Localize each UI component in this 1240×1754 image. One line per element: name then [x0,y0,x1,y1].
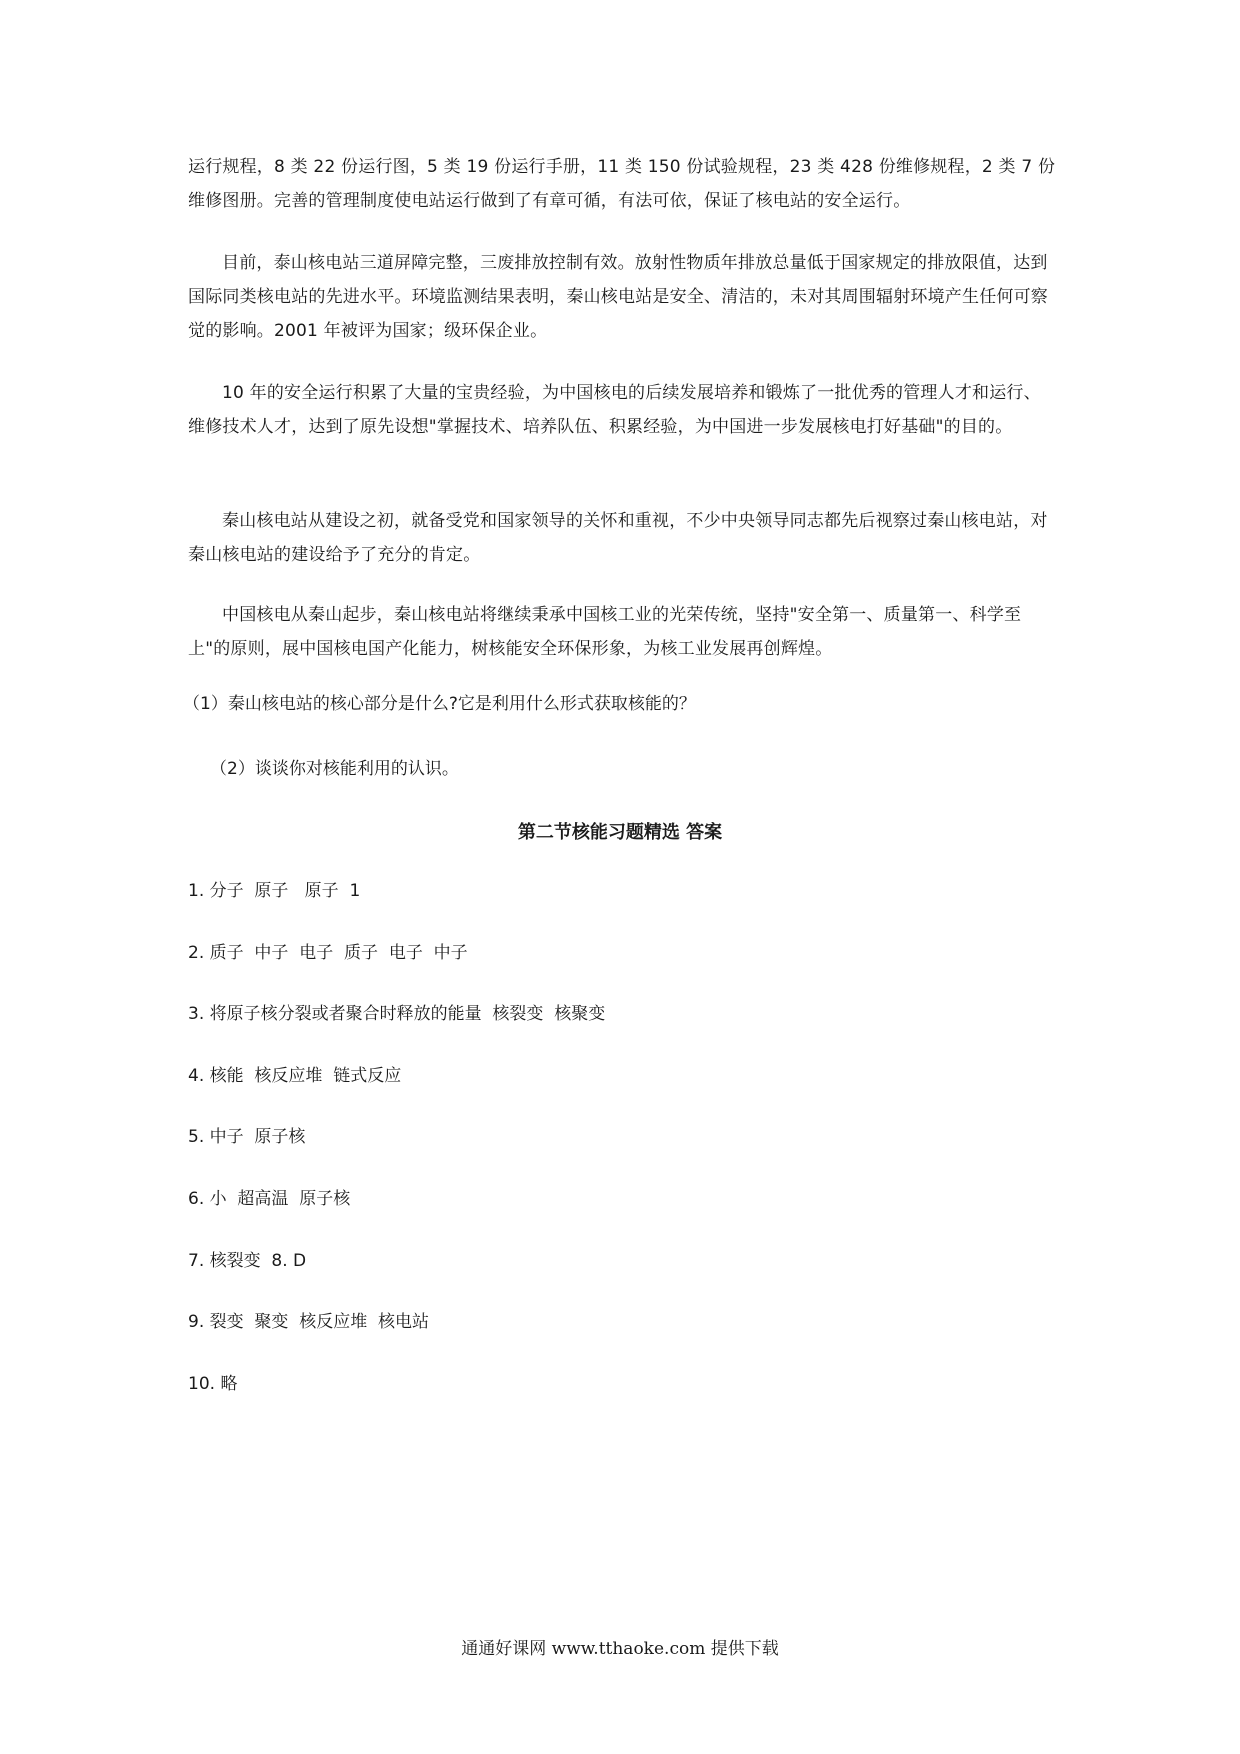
answer-item: 5. 中子 原子核 [188,1127,306,1147]
question-2: （2）谈谈你对核能利用的认识。 [210,759,459,779]
answer-section-title: 第二节核能习题精选 答案 [517,822,723,843]
paragraph-regulations: 运行规程，8 类 22 份运行图，5 类 19 份运行手册，11 类 150 份试验规程，23 类 428 份维修规程，2 类 7 份维修图册。完善的管理制度使电站运行做到了有章可循，有法可依，保证了核电站的安全运行。 [188,157,1056,211]
answer-item: 10. 略 [188,1374,238,1394]
answer-item: 6. 小 超高温 原子核 [188,1189,351,1209]
paragraph-experience: 10 年的安全运行积累了大量的宝贵经验，为中国核电的后续发展培养和锻炼了一批优秀的管理人才和运行、维修技术人才，达到了原先设想"掌握技术、培养队伍、积累经验，为中国进一步发展核电打好基础"的目的。 [188,383,1041,437]
paragraph-leadership: 秦山核电站从建设之初，就备受党和国家领导的关怀和重视，不少中央领导同志都先后视察过秦山核电站，对秦山核电站的建设给予了充分的肯定。 [188,511,1048,565]
paragraph-safety-barriers: 目前，泰山核电站三道屏障完整，三废排放控制有效。放射性物质年排放总量低于国家规定的排放限值，达到国际同类核电站的先进水平。环境监测结果表明，秦山核电站是安全、清洁的，未对其周围辐射环境产生任何可察觉的影响。2001 年被评为国家；级环保企业。 [188,253,1048,341]
question-1: （1）秦山核电站的核心部分是什么?它是利用什么形式获取核能的？ [183,694,696,714]
answer-item: 3. 将原子核分裂或者聚合时释放的能量 核裂变 核聚变 [188,1004,606,1024]
answer-item: 1. 分子 原子 原子 1 [188,881,361,901]
paragraph-future: 中国核电从秦山起步，秦山核电站将继续秉承中国核工业的光荣传统，坚持"安全第一、质量第一、科学至上"的原则，展中国核电国产化能力，树核能安全环保形象，为核工业发展再创辉煌。 [188,605,1022,659]
answer-item: 7. 核裂变 8. D [188,1251,307,1271]
answer-item: 4. 核能 核反应堆 链式反应 [188,1066,402,1086]
answer-item: 2. 质子 中子 电子 质子 电子 中子 [188,943,468,963]
answer-item: 9. 裂变 聚变 核反应堆 核电站 [188,1312,430,1332]
page-footer: 通通好课网 www.tthaoke.com 提供下载 [461,1639,779,1659]
